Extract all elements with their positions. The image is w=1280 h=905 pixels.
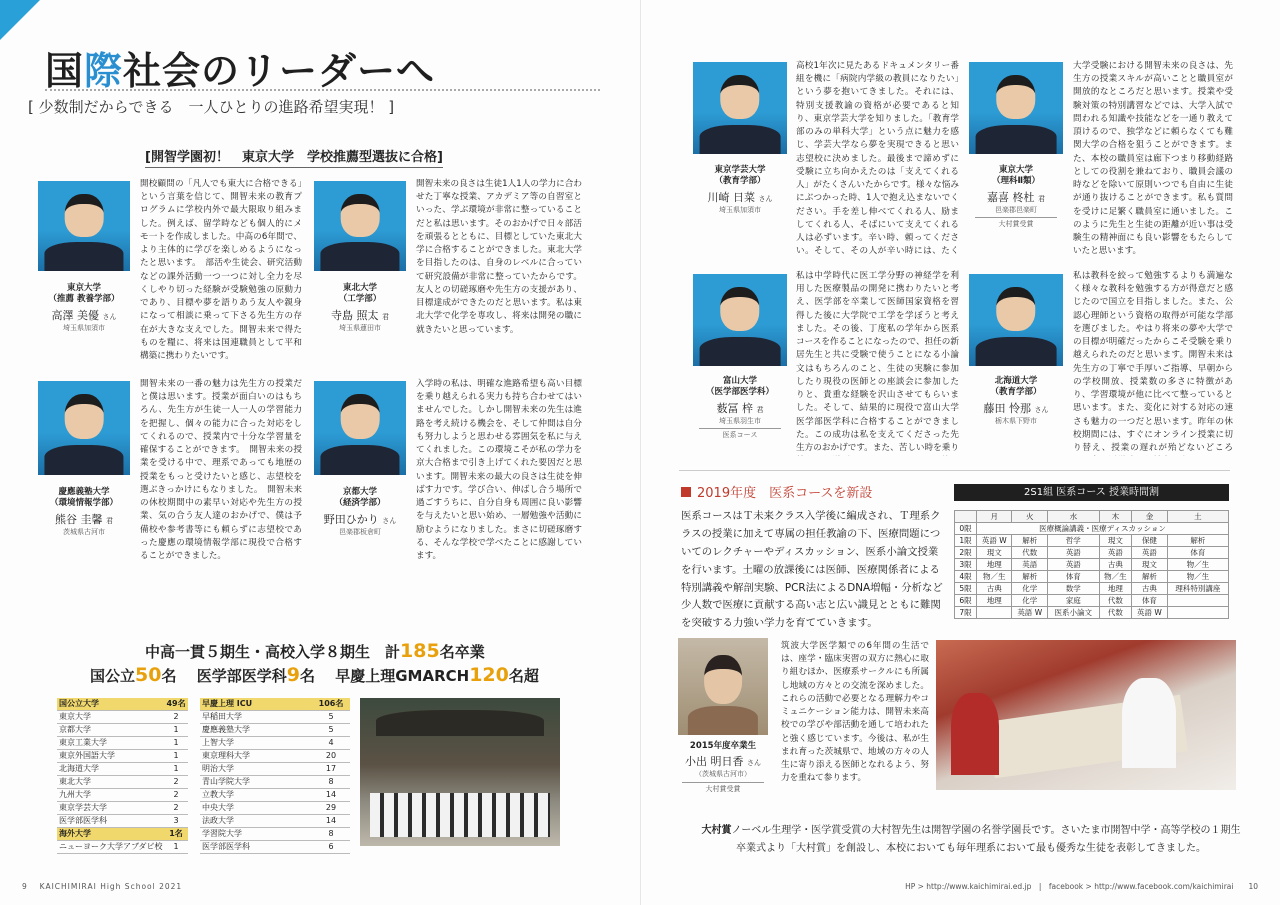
timetable-cell: 英語	[1099, 547, 1132, 559]
univ-count: 17	[312, 763, 350, 776]
univ-count: 8	[312, 828, 350, 841]
table-row	[57, 763, 188, 776]
univ-name: 東京大学	[57, 711, 164, 724]
timetable-cell: 英語	[1047, 559, 1099, 571]
course-description: 医系コースはＴ未来クラス入学後に編成され、Ｔ理系クラスの授業に加えて専属の担任教諭の下、医療問題についてのレクチャーやディスカッション、医系小論文授業を行います。土曜の放課後には医師、医療関係者による特別講義や解剖実験、PCR法によるDNA増幅・分析など少人数で医療に貢献する高い志と広い識見とともに難関を突破する力強い学力を育てていきます。	[681, 510, 943, 630]
student-photo	[314, 381, 406, 475]
timetable-cell: 月	[977, 511, 1012, 523]
univ-name: 国公立大学	[57, 698, 164, 711]
timetable-cell: 解析	[1012, 535, 1047, 547]
student-testimonial: 開智未来の良さは生徒1人1人の学力に合わせた丁寧な授業、アカデミア等の自習室といった、学ぶ環境が非常に整っていることだと私は思います。そのおかげで日々部活を頑張るとともに、目標としていた東北大学に合格することができました。東北大学を目指したのは、自身のレベルに合っていて研究設備が非常に整っていたからです。友人との切磋琢磨や先生方の支援があり、目標達成ができたのだと思います。私は東北大学で化学を専攻し、将来は開発の職に就きたいと思っています。	[416, 179, 582, 335]
timetable-cell: 物／生	[1099, 571, 1132, 583]
univ-count: 106名	[312, 698, 350, 711]
timetable-cell: 4限	[955, 571, 977, 583]
timetable-cell: 地理	[1099, 583, 1132, 595]
univ-count: 5	[312, 724, 350, 737]
timetable-cell	[1167, 595, 1228, 607]
page-footer: HP > http://www.kaichimirai.ed.jp | facebook > http://www.facebook.com/kaichimirai 10	[905, 882, 1258, 891]
univ-name: 東北大学	[57, 776, 164, 789]
univ-count: 20	[312, 750, 350, 763]
student-namecard: 東京学芸大学 （教育学部） 川崎 日菜 さん 埼玉県加須市	[707, 165, 773, 214]
private-univ-table	[200, 698, 350, 854]
timetable-cell: 英語	[1132, 547, 1167, 559]
timetable-cell: 現文	[1099, 535, 1132, 547]
univ-count: 4	[312, 737, 350, 750]
univ-count: 1	[164, 750, 187, 763]
timetable-cell: 保健	[1132, 535, 1167, 547]
univ-name: 早慶上理 ICU	[200, 698, 312, 711]
student-namecard: 慶應義塾大学 （環境情報学部） 熊谷 圭馨 君 茨城県古河市	[49, 487, 118, 536]
timetable-cell: 物／生	[1167, 571, 1228, 583]
student-namecard: 東北大学 （工学部） 寺島 照太 君 埼玉県蓮田市	[331, 283, 389, 332]
timetable-cell: 水	[1047, 511, 1099, 523]
page-title: 国際社会のリーダーへ	[45, 49, 436, 93]
timetable-cell: 家庭	[1047, 595, 1099, 607]
table-row	[57, 750, 188, 763]
table-row	[57, 802, 188, 815]
table-row	[57, 737, 188, 750]
timetable-cell: 0限	[955, 523, 977, 535]
timetable-cell: 現文	[977, 547, 1012, 559]
table-row	[200, 724, 350, 737]
timetable-cell: 英語	[1012, 559, 1047, 571]
univ-count: 2	[164, 711, 187, 724]
table-row	[200, 789, 350, 802]
student-namecard: 北海道大学 （教育学部） 藤田 怜那 さん 栃木県下野市	[983, 376, 1049, 425]
timetable-row	[955, 595, 1229, 607]
student-testimonial: 大学受験における開智未来の良さは、先生方の授業スキルが高いことと職員室が開放的なところだと思います。授業や受験対策の特別講習などでは、大学入試で問われる知識や技能などを一通り教えて頂けるので、独学などに頼らなくても難関大学の合格を狙うことができます。また、本校の職員室は廊下つまり移動経路としての役割を兼ねており、職員会議の時などを除いて原則いつでも自由に生徒が通り抜けることができます。私も質問を受けに足繁く職員室に通いました。このように先生と生徒の距離が近い事は受験生の精神面にも良い影響をもたらしていたと思います。	[1073, 61, 1233, 257]
student-testimonial: 開智未来の一番の魅力は先生方の授業だと僕は思います。授業が面白いのはもちろん、先生方が生徒一人一人の学習能力を把握し、個々の能力に合った対応をしてくれるので、授業内で十分な学習量を確保することができます。 開智未来の授業を受ける中で、理系であっても地歴の授業をもっと受けたいと感じ、志望校を選ぶきっかけにもなりました。 開智未来の休校期間中の素早い対応や先生方の授業、気の合う友人達のおかげで、僕は予備校や参考書等にも頼らずに志望校であった慶應の環境情報学部に現役で合格することができました。	[140, 379, 302, 562]
student-photo	[693, 62, 787, 154]
table-row	[200, 815, 350, 828]
table-row	[200, 750, 350, 763]
univ-count: 1	[164, 737, 187, 750]
univ-name: 東京理科大学	[200, 750, 312, 763]
table-row	[200, 828, 350, 841]
univ-name: 上智大学	[200, 737, 312, 750]
timetable-cell: 5限	[955, 583, 977, 595]
timetable-cell: 代数	[1099, 607, 1132, 619]
lab-photo	[936, 640, 1236, 790]
student-photo	[969, 62, 1063, 154]
timetable-cell: 地理	[977, 595, 1012, 607]
timetable-cell	[955, 511, 977, 523]
univ-count: 8	[312, 776, 350, 789]
table-row	[200, 802, 350, 815]
student-testimonial: 開校顧問の「凡人でも東大に合格できる」という言葉を信じて、開智未来の教育プログラムに学校内外で最大限取り組みました。例えば、留学時なども個人的にメモ一トを作成しました。中高の6年間で、より主体的に学びを楽しめるようになったと思います。 部活や生徒会、研究活動などの課外活動一つ一つに対し全力を尽くしやり切った経験が受験勉強の原動力であり、目標や夢を語りあう友人や親身になって相談に乗って下さる先生方の存在が大きな支えでした。開智未来で得たものを糧に、将来は国連職員として平和構築に携わりたいです。	[140, 179, 302, 362]
student-photo	[38, 181, 130, 271]
timetable-cell: 理科特別講座	[1167, 583, 1228, 595]
univ-name: 中央大学	[200, 802, 312, 815]
univ-count: 1	[164, 841, 187, 854]
right-page	[640, 0, 1280, 905]
timetable-cell: 古典	[1099, 559, 1132, 571]
timetable-cell: 古典	[1132, 583, 1167, 595]
univ-count: 1名	[164, 828, 187, 841]
timetable-row	[955, 571, 1229, 583]
timetable-cell: 土	[1167, 511, 1228, 523]
timetable-cell: 英語	[1047, 547, 1099, 559]
univ-name: 海外大学	[57, 828, 164, 841]
univ-name: 青山学院大学	[200, 776, 312, 789]
section-heading: [開智学園初！ 東京大学 学校推薦型選抜に合格]	[145, 146, 443, 168]
univ-count: 6	[312, 841, 350, 854]
table-row	[200, 776, 350, 789]
univ-name: 京都大学	[57, 724, 164, 737]
graduate-namecard: 2015年度卒業生 小出 明日香 さん （茨城県古河市） 大村賞受賞	[676, 741, 770, 794]
timetable-row	[955, 523, 1229, 535]
univ-name: 東京外国語大学	[57, 750, 164, 763]
univ-name: 早稲田大学	[200, 711, 312, 724]
timetable-cell: 代数	[1012, 547, 1047, 559]
univ-name: 学習院大学	[200, 828, 312, 841]
table-row	[57, 828, 188, 841]
student-namecard: 富山大学 （医学部医学科） 薮冨 梓 君 埼玉県羽生市 医系コース	[693, 376, 787, 441]
timetable-cell: 金	[1132, 511, 1167, 523]
graduate-testimonial: 筑波大学医学類での6年間の生活では、座学・臨床実習の双方に熱心に取り組むほか、医療系サークルにも所属し地域の方々との交流を深めました。これらの活動で必要となる理解力やコミュニケーション能力は、開智未来高校での学びや部活動を通して培われたと強く感じています。今後は、私が生まれ育った茨城県で、地域の方々の人生に寄り添える医師となれるよう、努力を重ねて参ります。	[781, 641, 929, 784]
student-namecard: 東京大学 （推薦 教養学部） 高澤 美優 さん 埼玉県加須市	[48, 283, 120, 332]
timetable-cell: 英語 W	[1012, 607, 1047, 619]
univ-count: 14	[312, 815, 350, 828]
univ-count: 49名	[164, 698, 187, 711]
admission-stats: 国公立50名 医学部医学科9名 早慶上理GMARCH120名超	[90, 664, 539, 686]
univ-count: 2	[164, 789, 187, 802]
timetable-cell: 英語 W	[1132, 607, 1167, 619]
student-testimonial: 私は中学時代に医工学分野の神経学を利用した医療製品の開発に携わりたいと考え、医学部を卒業して医師国家資格を習得した後に大学院で工学を学ぼうと考えました。その後、丁度私の学年から医系コースを作ることになったので、担任の新居先生と共に受験で使うことになる小論文はもちろんのこと、生徒の実験に参加したり現役の医師との座談会に参加したりと、貴重な経験を沢山させてもらいました。そして、結果的に現役で富山大学医学部医学科に合格することができました。この成功は私を支えてくださった先生方のおかげです。また、苦しい時を乗り	[796, 271, 959, 454]
group-photo	[360, 698, 560, 846]
univ-count: 5	[312, 711, 350, 724]
univ-name: 九州大学	[57, 789, 164, 802]
timetable-cell: 英語 W	[977, 535, 1012, 547]
timetable-cell: 解析	[1132, 571, 1167, 583]
univ-count: 1	[164, 763, 187, 776]
univ-count: 2	[164, 776, 187, 789]
timetable-row	[955, 535, 1229, 547]
course-heading: 2019年度 医系コースを新設	[681, 482, 872, 501]
table-row	[200, 763, 350, 776]
omura-award-note: 大村賞ノーベル生理学・医学賞受賞の大村智先生は開智学園の名誉学園長です。さいたま市開智中学・高等学校の１期生卒業式より「大村賞」を創設し、本校においても毎年理系において最も優秀な生徒を表彰してきました。	[701, 825, 1241, 854]
timetable-cell: 医療概論講義・医療ディスカッション	[977, 523, 1229, 535]
student-photo	[969, 274, 1063, 366]
timetable-cell: 化学	[1012, 595, 1047, 607]
table-row	[57, 724, 188, 737]
timetable-cell: 3限	[955, 559, 977, 571]
univ-name: 北海道大学	[57, 763, 164, 776]
univ-count: 14	[312, 789, 350, 802]
univ-name: 医学部医学科	[200, 841, 312, 854]
univ-name: 慶應義塾大学	[200, 724, 312, 737]
table-row	[57, 815, 188, 828]
table-row	[57, 789, 188, 802]
timetable-cell: 物／生	[977, 571, 1012, 583]
timetable-cell: 火	[1012, 511, 1047, 523]
univ-count: 3	[164, 815, 187, 828]
timetable-row	[955, 559, 1229, 571]
timetable-cell: 解析	[1167, 535, 1228, 547]
timetable-cell: 医系小論文	[1047, 607, 1099, 619]
table-row	[57, 776, 188, 789]
timetable-cell: 哲学	[1047, 535, 1099, 547]
timetable-cell	[1167, 607, 1228, 619]
timetable	[954, 510, 1229, 619]
univ-count: 2	[164, 802, 187, 815]
timetable-row	[955, 583, 1229, 595]
univ-name: 東京工業大学	[57, 737, 164, 750]
univ-count: 29	[312, 802, 350, 815]
univ-count: 1	[164, 724, 187, 737]
student-testimonial: 高校1年次に見たあるドキュメンタリー番組を機に「病院内学級の教員になりたい」という夢を抱いてきました。それには、特別支援教諭の資格が必要であると知り、東京学芸大学を知りました。「教育学部のみの単科大学」という点に魅力を感じ、学芸大学なら夢を実現できると思い志望校に決めました。最後まで諦めずに受験に立ち向かえたのは「支えてくれる人」がたくさんいたからです。様々な悩みにぶつかった時、1人で抱え込まないでください。手を差し伸べてくれる人、励ましてくれる人、そばにいて支えてくれる人は必ずいます。辛い時、頼ってください。そして、その人が辛い時には、たく	[796, 61, 959, 257]
timetable-cell: 体育	[1167, 547, 1228, 559]
table-row	[200, 698, 350, 711]
timetable-cell: 化学	[1012, 583, 1047, 595]
table-row	[200, 711, 350, 724]
univ-name: 東京学芸大学	[57, 802, 164, 815]
univ-name: 明治大学	[200, 763, 312, 776]
student-photo	[38, 381, 130, 475]
timetable-cell: 6限	[955, 595, 977, 607]
timetable-row	[955, 547, 1229, 559]
timetable-cell: 数学	[1047, 583, 1099, 595]
timetable-cell: 体育	[1132, 595, 1167, 607]
table-row	[200, 737, 350, 750]
timetable-cell: 解析	[1012, 571, 1047, 583]
timetable-cell: 代数	[1099, 595, 1132, 607]
timetable-cell: 現文	[1132, 559, 1167, 571]
timetable-row	[955, 511, 1229, 523]
student-photo	[693, 274, 787, 366]
national-univ-table	[57, 698, 185, 854]
student-namecard: 東京大学 （理科Ⅱ類） 嘉喜 柊杜 君 邑楽郡邑楽町 大村賞受賞	[969, 165, 1063, 230]
timetable-cell: 木	[1099, 511, 1132, 523]
timetable-cell: 体育	[1047, 571, 1099, 583]
timetable-row	[955, 607, 1229, 619]
student-testimonial: 私は教科を絞って勉強するよりも満遍なく様々な教科を勉強する方が得意だと感じたので国立を目指しました。また、公認心理師という資格の取得が可能な学部を選びました。やはり将来の夢や大学での目標が明確だったからこそ受験を乗り越えられたのだと思います。開智未来は先生方の丁寧で手厚いご指導、早朝からの学校開放、授業数の多さに特徴があり、学習環境が他に比べて整っていると思います。また、変化に対する対応の速さも魅力の一つだと思います。昨年の休校期間には、すぐにオンライン授業に切り替え、授業の遅れが殆どないどころ	[1073, 271, 1233, 454]
timetable-cell: 7限	[955, 607, 977, 619]
page-subtitle: [ 少数制だからできる 一人ひとりの進路希望実現！ ]	[28, 98, 395, 116]
table-row	[57, 841, 188, 854]
student-photo	[314, 181, 406, 271]
graduate-photo	[678, 638, 768, 735]
timetable-title: 2S1組 医系コース 授業時間割	[954, 484, 1229, 501]
table-row	[57, 711, 188, 724]
section-divider	[679, 470, 1230, 471]
timetable-cell: 2限	[955, 547, 977, 559]
graduation-stats: 中高一貫５期生・高校入学８期生 計185名卒業	[145, 640, 485, 662]
univ-name: ニューヨーク大学アブダビ校	[57, 841, 164, 854]
univ-name: 法政大学	[200, 815, 312, 828]
student-testimonial: 入学時の私は、明確な進路希望も高い目標を乗り越えられる実力も持ち合わせてはいませんでした。しかし開智未来の先生は進路を考え続ける機会を、そして仲間は自分も努力しようと思わせる雰囲気を私に与えてくれました。この環境こそが私の学力を京大合格まで引き上げてくれた要因だと思います。開智未来の最大の良さは生徒を伸ばす力です。学び合い、伸ばし合う場所で過ごすうちに、自分自身も周囲に良い影響を与えたいと思い始め、一層勉強や活動に励むようになりました。まさに切磋琢磨する、そんな学校で学べたことに感謝しています。	[416, 379, 582, 562]
student-namecard: 京都大学 （経済学部） 野田ひかり さん 邑楽郡板倉町	[323, 487, 397, 536]
table-row	[200, 841, 350, 854]
timetable-cell: 1限	[955, 535, 977, 547]
timetable-cell: 物／生	[1167, 559, 1228, 571]
timetable-cell: 古典	[977, 583, 1012, 595]
page-footer: 9 KAICHIMIRAI High School 2021	[22, 882, 183, 891]
table-row	[57, 698, 188, 711]
timetable-cell	[977, 607, 1012, 619]
univ-name: 立教大学	[200, 789, 312, 802]
timetable-cell: 地理	[977, 559, 1012, 571]
title-rule	[45, 89, 600, 91]
corner-accent	[0, 0, 40, 40]
univ-name: 医学部医学科	[57, 815, 164, 828]
